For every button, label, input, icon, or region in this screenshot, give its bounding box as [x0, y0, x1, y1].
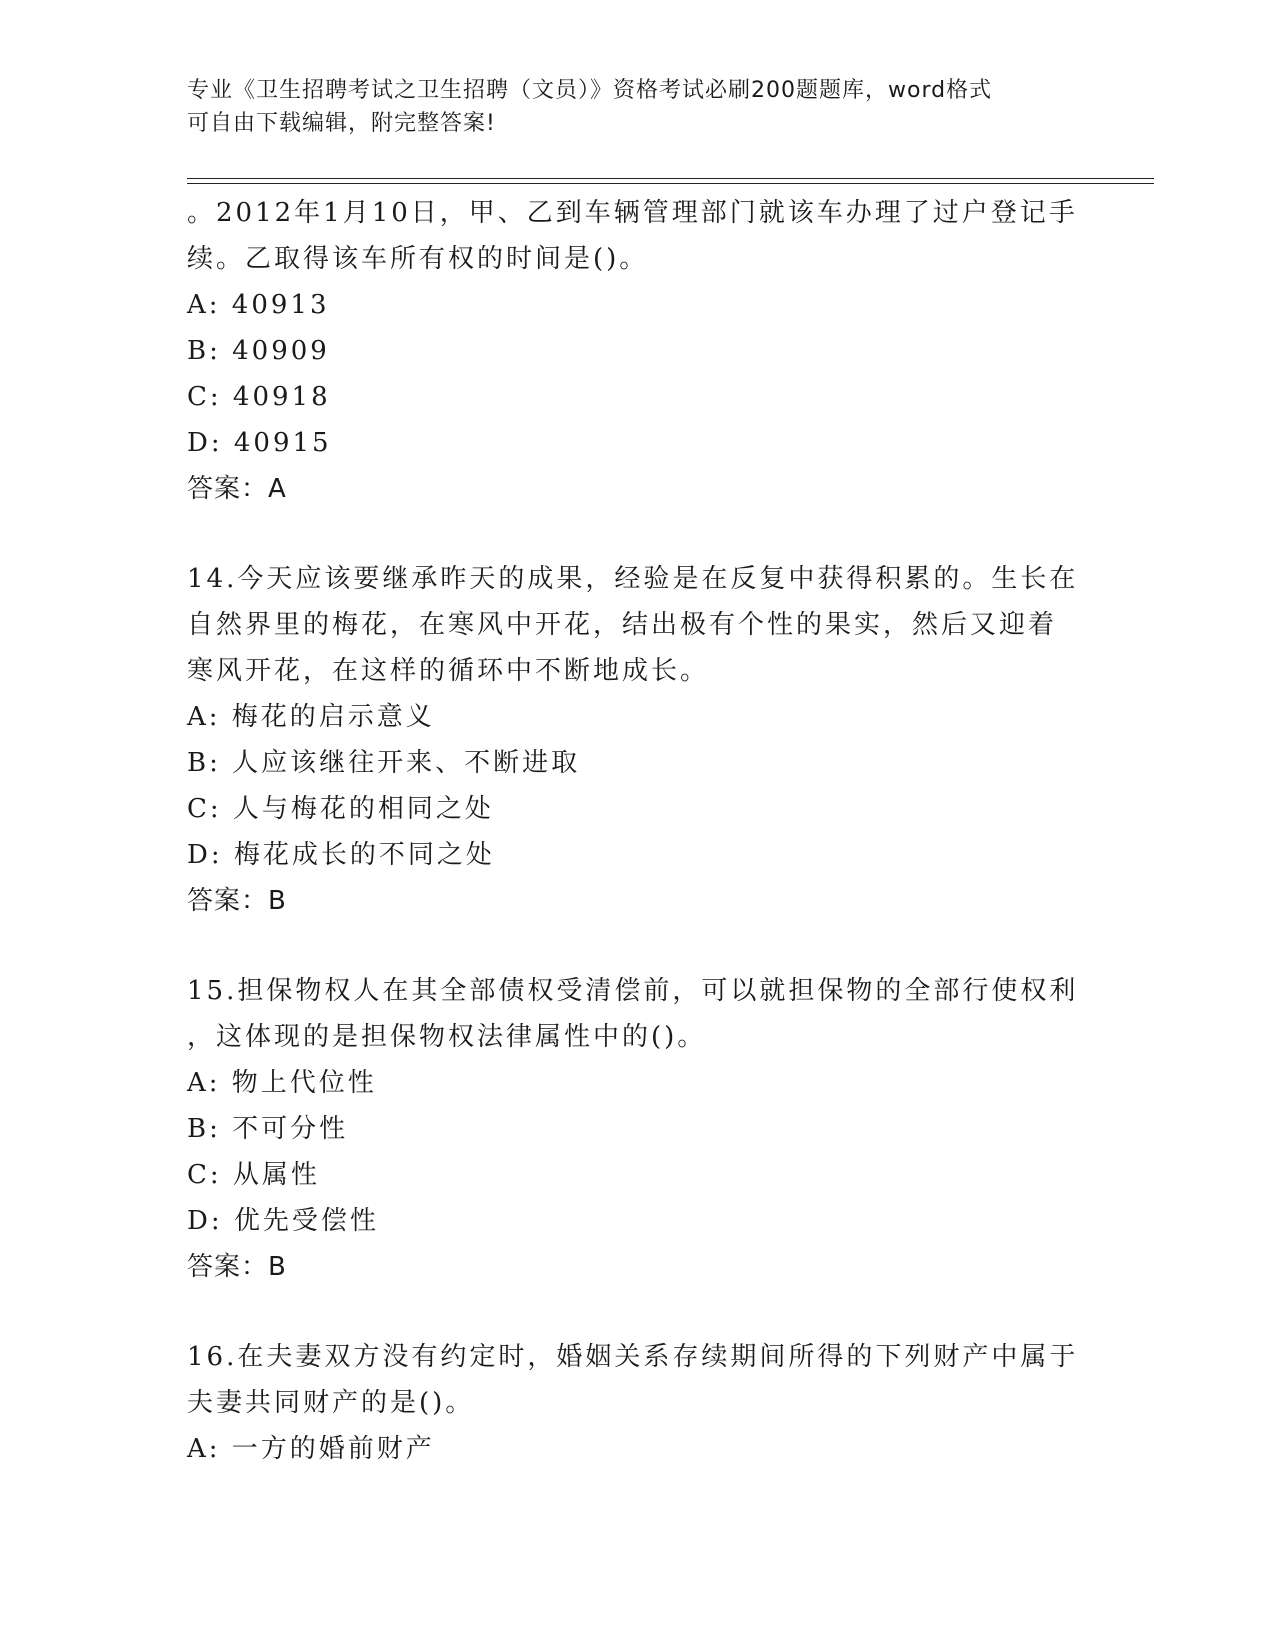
question-block: [187, 968, 1087, 1290]
option-d: D: 40915: [187, 428, 332, 458]
option-a: A: 40913: [187, 290, 330, 320]
header-line-2: 可自由下载编辑，附完整答案!: [187, 111, 496, 136]
question-block: [187, 1334, 1087, 1472]
document-header: [187, 74, 1087, 140]
option-b: B: 不可分性: [187, 1114, 349, 1144]
option-a: A: 梅花的启示意义: [187, 702, 435, 732]
header-divider-bottom: [187, 183, 1154, 184]
header-divider-top: [187, 178, 1154, 179]
option-c: C: 人与梅花的相同之处: [187, 794, 494, 824]
question-stem-line: 14.今天应该要继承昨天的成果，经验是在反复中获得积累的。生长在: [187, 564, 1079, 594]
answer-line: 答案：B: [187, 1252, 287, 1282]
question-list: [187, 190, 1087, 1472]
answer-line: 答案：A: [187, 474, 287, 504]
question-stem-line: 寒风开花，在这样的循环中不断地成长。: [187, 656, 710, 686]
option-c: C: 40918: [187, 382, 331, 412]
question-stem-line: 夫妻共同财产的是()。: [187, 1388, 475, 1418]
option-d: D: 优先受偿性: [187, 1206, 379, 1236]
option-b: B: 人应该继往开来、不断进取: [187, 748, 581, 778]
option-a: A: 物上代位性: [187, 1068, 377, 1098]
question-stem-line: 16.在夫妻双方没有约定时，婚姻关系存续期间所得的下列财产中属于: [187, 1342, 1079, 1372]
question-stem-line: 。2012年1月10日，甲、乙到车辆管理部门就该车办理了过户登记手: [187, 198, 1078, 228]
header-line-1: 专业《卫生招聘考试之卫生招聘（文员）》资格考试必刷200题题库，word格式: [187, 78, 993, 103]
option-d: D: 梅花成长的不同之处: [187, 840, 495, 870]
option-c: C: 从属性: [187, 1160, 320, 1190]
question-stem-line: 续。乙取得该车所有权的时间是()。: [187, 244, 649, 274]
option-b: B: 40909: [187, 336, 330, 366]
question-stem-line: ，这体现的是担保物权法律属性中的()。: [187, 1022, 707, 1052]
answer-line: 答案：B: [187, 886, 287, 916]
question-block: [187, 190, 1087, 512]
question-block: [187, 556, 1087, 924]
option-a: A: 一方的婚前财产: [187, 1434, 435, 1464]
question-stem-line: 自然界里的梅花，在寒风中开花，结出极有个性的果实，然后又迎着: [187, 610, 1058, 640]
question-stem-line: 15.担保物权人在其全部债权受清偿前，可以就担保物的全部行使权利: [187, 976, 1079, 1006]
